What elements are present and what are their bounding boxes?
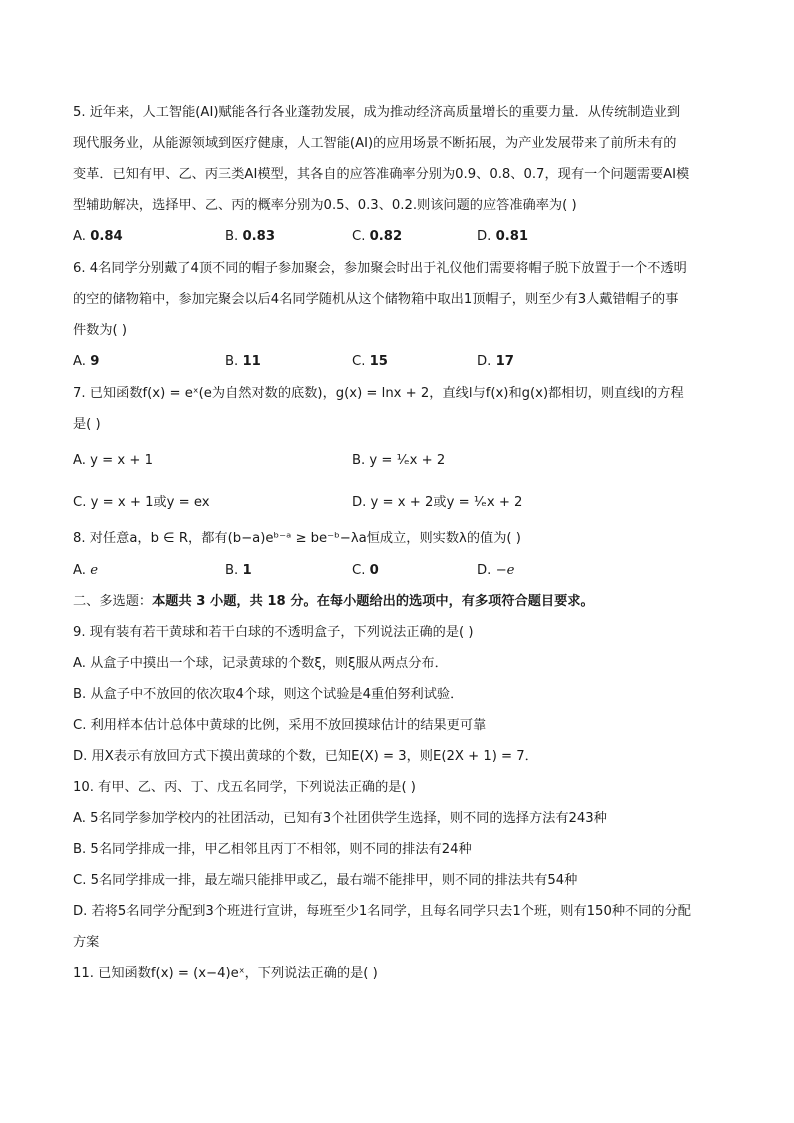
q8-line1: 8. 对任意a，b ∈ R，都有(b−a)eᵇ⁻ᵃ ≥ be⁻ᵇ−λa恒成立，则实数λ的值为( ) — [73, 531, 521, 546]
q10-option-d-line2: 方案 — [73, 935, 100, 950]
q6-option-d: D. 17 — [477, 354, 514, 369]
section-header-multi-choice — [73, 592, 594, 612]
section-title: 二、多选题： — [73, 594, 153, 609]
q5-line2: 现代服务业，从能源领域到医疗健康，人工智能(AI)的应用场景不断拓展，为产业发展带来了前所未有的 — [73, 136, 677, 151]
q5-options — [73, 227, 733, 247]
q5-line4: 型辅助解决，选择甲、乙、丙的概率分别为0.5、0.3、0.2.则该问题的应答准确率为( ) — [73, 198, 577, 213]
q10-option-a: A. 5名同学参加学校内的社团活动，已知有3个社团供学生选择，则不同的选择方法有243种 — [73, 811, 607, 826]
q8-options — [73, 561, 733, 581]
q7-line2: 是( ) — [73, 417, 101, 432]
q9-option-b: B. 从盒子中不放回的依次取4个球，则这个试验是4重伯努利试验． — [73, 687, 464, 702]
q8-option-c: C. 0 — [352, 563, 379, 578]
q5-option-d: D. 0.81 — [477, 229, 529, 244]
q8-option-a: A. e — [73, 563, 98, 578]
q6-line1: 6. 4名同学分别戴了4顶不同的帽子参加聚会，参加聚会时出于礼仪他们需要将帽子脱下放置于一个不透明 — [73, 261, 687, 276]
q6-line2: 的空的储物箱中，参加完聚会以后4名同学随机从这个储物箱中取出1顶帽子，则至少有3人戴错帽子的事 — [73, 292, 679, 307]
q6-option-a: A. 9 — [73, 354, 100, 369]
q5-line1: 5. 近年来，人工智能(AI)赋能各行各业蓬勃发展，成为推动经济高质量增长的重要力量．从传统制造业到 — [73, 105, 681, 120]
q9-option-c: C. 利用样本估计总体中黄球的比例，采用不放回摸球估计的结果更可靠 — [73, 718, 487, 733]
q8-option-b: B. 1 — [225, 563, 252, 578]
q11-line1: 11. 已知函数f(x) = (x−4)eˣ，下列说法正确的是( ) — [73, 966, 378, 981]
q5-option-c: C. 0.82 — [352, 229, 403, 244]
q7-options-cd — [73, 493, 733, 513]
q9-line1: 9. 现有装有若干黄球和若干白球的不透明盒子，下列说法正确的是( ) — [73, 625, 474, 640]
q7-option-a: A. y = x + 1 — [73, 453, 154, 468]
q10-option-b: B. 5名同学排成一排，甲乙相邻且丙丁不相邻，则不同的排法有24种 — [73, 842, 472, 857]
q7-line1: 7. 已知函数f(x) = eˣ(e为自然对数的底数)，g(x) = lnx + 2，直线l与f(x)和g(x)都相切，则直线l的方程 — [73, 386, 684, 401]
q5-line3: 变革．已知有甲、乙、丙三类AI模型，其各自的应答准确率分别为0.9、0.8、0.7，现有一个问题需要AI模 — [73, 167, 690, 182]
q6-options — [73, 352, 733, 372]
q9-option-a: A. 从盒子中摸出一个球，记录黄球的个数ξ，则ξ服从两点分布． — [73, 656, 448, 671]
q8-option-d: D. −e — [477, 563, 515, 578]
q5-option-b: B. 0.83 — [225, 229, 275, 244]
q5-option-a: A. 0.84 — [73, 229, 123, 244]
q9-option-d: D. 用X表示有放回方式下摸出黄球的个数，已知E(X) = 3，则E(2X + 1) = 7． — [73, 749, 538, 764]
q7-options-ab — [73, 451, 733, 471]
section-desc: 本题共 3 小题，共 18 分。在每小题给出的选项中，有多项符合题目要求。 — [152, 594, 594, 609]
q6-line3: 件数为( ) — [73, 323, 128, 338]
q10-option-d-line1: D. 若将5名同学分配到3个班进行宣讲，每班至少1名同学，且每名同学只去1个班，则有150种不同的分配 — [73, 904, 691, 919]
q7-option-d: D. y = x + 2或y = ¹⁄ₑx + 2 — [352, 495, 523, 510]
q10-option-c: C. 5名同学排成一排，最左端只能排甲或乙，最右端不能排甲，则不同的排法共有54种 — [73, 873, 578, 888]
q6-option-b: B. 11 — [225, 354, 261, 369]
q10-line1: 10. 有甲、乙、丙、丁、戊五名同学，下列说法正确的是( ) — [73, 780, 416, 795]
q7-option-b: B. y = ¹⁄ₑx + 2 — [352, 453, 446, 468]
q7-option-c: C. y = x + 1或y = ex — [73, 495, 210, 510]
q6-option-c: C. 15 — [352, 354, 388, 369]
